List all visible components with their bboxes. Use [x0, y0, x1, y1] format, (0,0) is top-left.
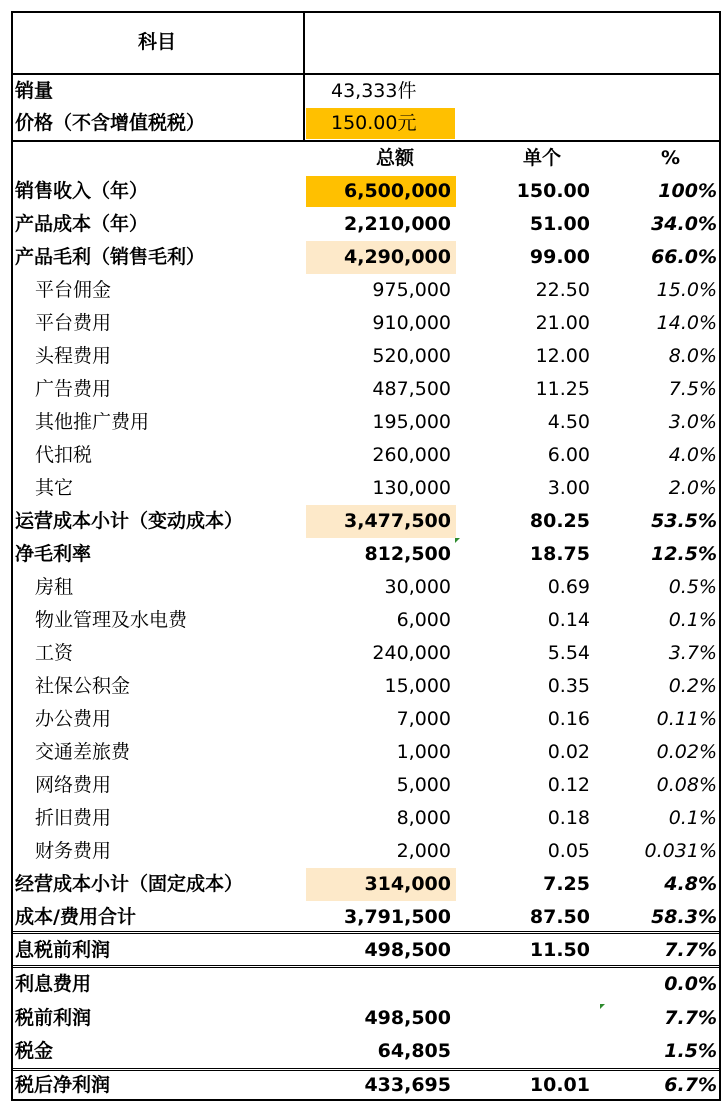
table-row: [11, 208, 721, 241]
header-title-cell[interactable]: 科目: [137, 31, 176, 53]
row-pct[interactable]: 0.08%: [656, 774, 717, 796]
row-total[interactable]: 812,500: [364, 543, 451, 565]
sales-volume-label[interactable]: 销量: [15, 80, 54, 102]
row-unit[interactable]: 7.25: [543, 873, 590, 895]
row-pct[interactable]: 0.02%: [656, 741, 717, 763]
table-row: [11, 241, 721, 274]
row-label[interactable]: 代扣税: [35, 444, 93, 466]
row-pct[interactable]: 1.5%: [664, 1040, 717, 1062]
row-unit[interactable]: 0.02: [547, 741, 590, 763]
row-unit[interactable]: 150.00: [516, 180, 590, 202]
table-border-bottom: [11, 1099, 721, 1101]
row-total[interactable]: 487,500: [372, 378, 451, 400]
table-border-top: [11, 11, 721, 13]
row-unit[interactable]: 22.50: [535, 279, 590, 301]
table-row: [11, 571, 721, 604]
net-profit-divider: [11, 1068, 721, 1069]
table-row: [11, 901, 721, 934]
table-row: [11, 968, 721, 1001]
table-row: [11, 472, 721, 505]
table-row: [11, 835, 721, 868]
row-total[interactable]: 130,000: [372, 477, 451, 499]
table-row: [11, 868, 721, 901]
row-unit[interactable]: 5.54: [547, 642, 590, 664]
ebit-divider-bottom: [11, 965, 721, 966]
price-row: [11, 107, 721, 140]
row-label[interactable]: 税后净利润: [15, 1074, 111, 1096]
sales-volume-row: [11, 75, 721, 107]
row-unit[interactable]: 21.00: [535, 312, 590, 334]
row-unit[interactable]: 11.25: [535, 378, 590, 400]
row-unit[interactable]: 87.50: [529, 906, 590, 928]
row-pct[interactable]: 7.5%: [668, 378, 717, 400]
row-label[interactable]: 头程费用: [35, 345, 112, 367]
row-label[interactable]: 税前利润: [15, 1007, 92, 1029]
table-row: [11, 703, 721, 736]
ebit-divider-bottom-2: [11, 967, 721, 968]
row-pct[interactable]: 2.0%: [668, 477, 717, 499]
row-pct[interactable]: 58.3%: [651, 906, 717, 928]
row-total[interactable]: 6,000: [396, 609, 451, 631]
row-unit[interactable]: 6.00: [547, 444, 590, 466]
row-pct[interactable]: 15.0%: [656, 279, 717, 301]
row-unit[interactable]: 0.16: [547, 708, 590, 730]
row-label[interactable]: 产品毛利（销售毛利）: [15, 246, 206, 268]
row-total[interactable]: 2,000: [396, 840, 451, 862]
row-pct[interactable]: 6.7%: [664, 1074, 717, 1096]
ebit-divider-top: [11, 931, 721, 932]
table-row: [11, 604, 721, 637]
table-row: [11, 307, 721, 340]
row-pct[interactable]: 0.0%: [664, 973, 717, 995]
row-label[interactable]: 利息费用: [15, 973, 92, 995]
table-row: [11, 538, 721, 571]
row-label[interactable]: 其它: [35, 477, 74, 499]
table-row: [11, 736, 721, 769]
row-total[interactable]: 15,000: [384, 675, 451, 697]
price-value[interactable]: 150.00元: [331, 112, 417, 134]
row-total[interactable]: 3,477,500: [344, 510, 451, 532]
row-pct[interactable]: 0.5%: [668, 576, 717, 598]
profit-table: [11, 11, 721, 1101]
row-label[interactable]: 息税前利润: [15, 939, 111, 961]
table-row: [11, 439, 721, 472]
table-row: [11, 175, 721, 208]
table-border-right: [719, 11, 721, 1101]
row-pct[interactable]: 0.2%: [668, 675, 717, 697]
row-unit[interactable]: 0.69: [547, 576, 590, 598]
row-label[interactable]: 经营成本小计（固定成本）: [15, 873, 244, 895]
row-label[interactable]: 工资: [35, 642, 74, 664]
row-pct[interactable]: 0.1%: [668, 609, 717, 631]
row-unit[interactable]: 12.00: [535, 345, 590, 367]
row-total[interactable]: 3,791,500: [344, 906, 451, 928]
table-row: [11, 406, 721, 439]
row-unit[interactable]: 0.18: [547, 807, 590, 829]
row-label[interactable]: 税金: [15, 1040, 54, 1062]
row-unit[interactable]: [456, 968, 607, 1001]
row-pct[interactable]: 66.0%: [651, 246, 717, 268]
price-divider: [11, 140, 721, 142]
row-unit[interactable]: 3.00: [547, 477, 590, 499]
row-label[interactable]: 平台费用: [35, 312, 112, 334]
row-pct[interactable]: 0.031%: [644, 840, 717, 862]
label-column-divider: [303, 11, 305, 142]
row-unit[interactable]: 0.14: [547, 609, 590, 631]
cell-marker: [455, 538, 460, 543]
table-row: [11, 1069, 721, 1102]
row-pct[interactable]: 14.0%: [656, 312, 717, 334]
row-label[interactable]: 产品成本（年）: [15, 213, 149, 235]
row-label[interactable]: 成本/费用合计: [15, 906, 136, 928]
row-total[interactable]: 520,000: [372, 345, 451, 367]
row-total[interactable]: 498,500: [364, 939, 451, 961]
header-divider: [11, 73, 721, 75]
table-row: [11, 340, 721, 373]
row-total[interactable]: [305, 968, 456, 1001]
row-pct[interactable]: 4.0%: [668, 444, 717, 466]
row-label[interactable]: 办公费用: [35, 708, 112, 730]
row-label[interactable]: 交通差旅费: [35, 741, 131, 763]
column-header-row: [11, 142, 721, 175]
row-unit[interactable]: [456, 1002, 607, 1035]
row-total[interactable]: 260,000: [372, 444, 451, 466]
row-unit[interactable]: 11.50: [529, 939, 590, 961]
cell-marker: [600, 1004, 605, 1009]
row-total[interactable]: 4,290,000: [344, 246, 451, 268]
row-pct[interactable]: 4.8%: [664, 873, 717, 895]
row-total[interactable]: 910,000: [372, 312, 451, 334]
row-pct[interactable]: 0.1%: [668, 807, 717, 829]
row-total[interactable]: 30,000: [384, 576, 451, 598]
row-label[interactable]: 房租: [35, 576, 74, 598]
column-header-total[interactable]: 总额: [375, 147, 414, 169]
table-row: [11, 934, 721, 967]
row-total[interactable]: 195,000: [372, 411, 451, 433]
row-total[interactable]: 7,000: [396, 708, 451, 730]
table-row: [11, 373, 721, 406]
row-unit[interactable]: 0.05: [547, 840, 590, 862]
row-unit[interactable]: 4.50: [547, 411, 590, 433]
row-unit[interactable]: 80.25: [529, 510, 590, 532]
table-row: [11, 670, 721, 703]
table-row: [11, 1002, 721, 1035]
table-row: [11, 637, 721, 670]
row-total[interactable]: 8,000: [396, 807, 451, 829]
row-unit[interactable]: 10.01: [529, 1074, 590, 1096]
row-total[interactable]: 314,000: [364, 873, 451, 895]
row-unit[interactable]: 99.00: [529, 246, 590, 268]
row-pct[interactable]: 7.7%: [664, 939, 717, 961]
row-label[interactable]: 销售收入（年）: [15, 180, 149, 202]
table-row: [11, 769, 721, 802]
row-unit[interactable]: 0.12: [547, 774, 590, 796]
row-total[interactable]: 498,500: [364, 1007, 451, 1029]
row-pct[interactable]: 34.0%: [651, 213, 717, 235]
row-pct[interactable]: 3.7%: [668, 642, 717, 664]
header-empty-cell[interactable]: [305, 11, 721, 73]
row-total[interactable]: 433,695: [364, 1074, 451, 1096]
row-label[interactable]: 财务费用: [35, 840, 112, 862]
row-unit[interactable]: 18.75: [529, 543, 590, 565]
row-pct[interactable]: 7.7%: [664, 1007, 717, 1029]
table-border-left: [11, 11, 13, 1101]
row-pct[interactable]: 8.0%: [668, 345, 717, 367]
row-label[interactable]: 净毛利率: [15, 543, 92, 565]
row-label[interactable]: 运营成本小计（变动成本）: [15, 510, 244, 532]
row-label[interactable]: 平台佣金: [35, 279, 112, 301]
row-unit[interactable]: [456, 1035, 607, 1068]
row-unit[interactable]: 51.00: [529, 213, 590, 235]
row-pct[interactable]: 100%: [658, 180, 717, 202]
row-label[interactable]: 网络费用: [35, 774, 112, 796]
row-total[interactable]: 240,000: [372, 642, 451, 664]
row-label[interactable]: 社保公积金: [35, 675, 131, 697]
net-profit-divider-2: [11, 1070, 721, 1071]
price-label[interactable]: 价格（不含增值税税）: [15, 112, 206, 134]
row-unit[interactable]: 0.35: [547, 675, 590, 697]
column-header-unit[interactable]: 单个: [522, 147, 561, 169]
row-pct[interactable]: 12.5%: [651, 543, 717, 565]
ebit-divider-top-2: [11, 933, 721, 934]
column-header-pct[interactable]: %: [661, 147, 681, 169]
row-total[interactable]: 5,000: [396, 774, 451, 796]
row-total[interactable]: 6,500,000: [344, 180, 451, 202]
row-label[interactable]: 折旧费用: [35, 807, 112, 829]
table-row: [11, 1035, 721, 1068]
sales-volume-value[interactable]: 43,333件: [331, 80, 417, 102]
row-label[interactable]: 物业管理及水电费: [35, 609, 188, 631]
table-row: [11, 274, 721, 307]
row-total[interactable]: 2,210,000: [344, 213, 451, 235]
row-pct[interactable]: 3.0%: [668, 411, 717, 433]
row-total[interactable]: 975,000: [372, 279, 451, 301]
row-total[interactable]: 1,000: [396, 741, 451, 763]
table-row: [11, 802, 721, 835]
row-total[interactable]: 64,805: [377, 1040, 451, 1062]
row-pct[interactable]: 0.11%: [656, 708, 717, 730]
row-pct[interactable]: 53.5%: [651, 510, 717, 532]
row-label[interactable]: 广告费用: [35, 378, 112, 400]
table-row: [11, 505, 721, 538]
row-label[interactable]: 其他推广费用: [35, 411, 150, 433]
